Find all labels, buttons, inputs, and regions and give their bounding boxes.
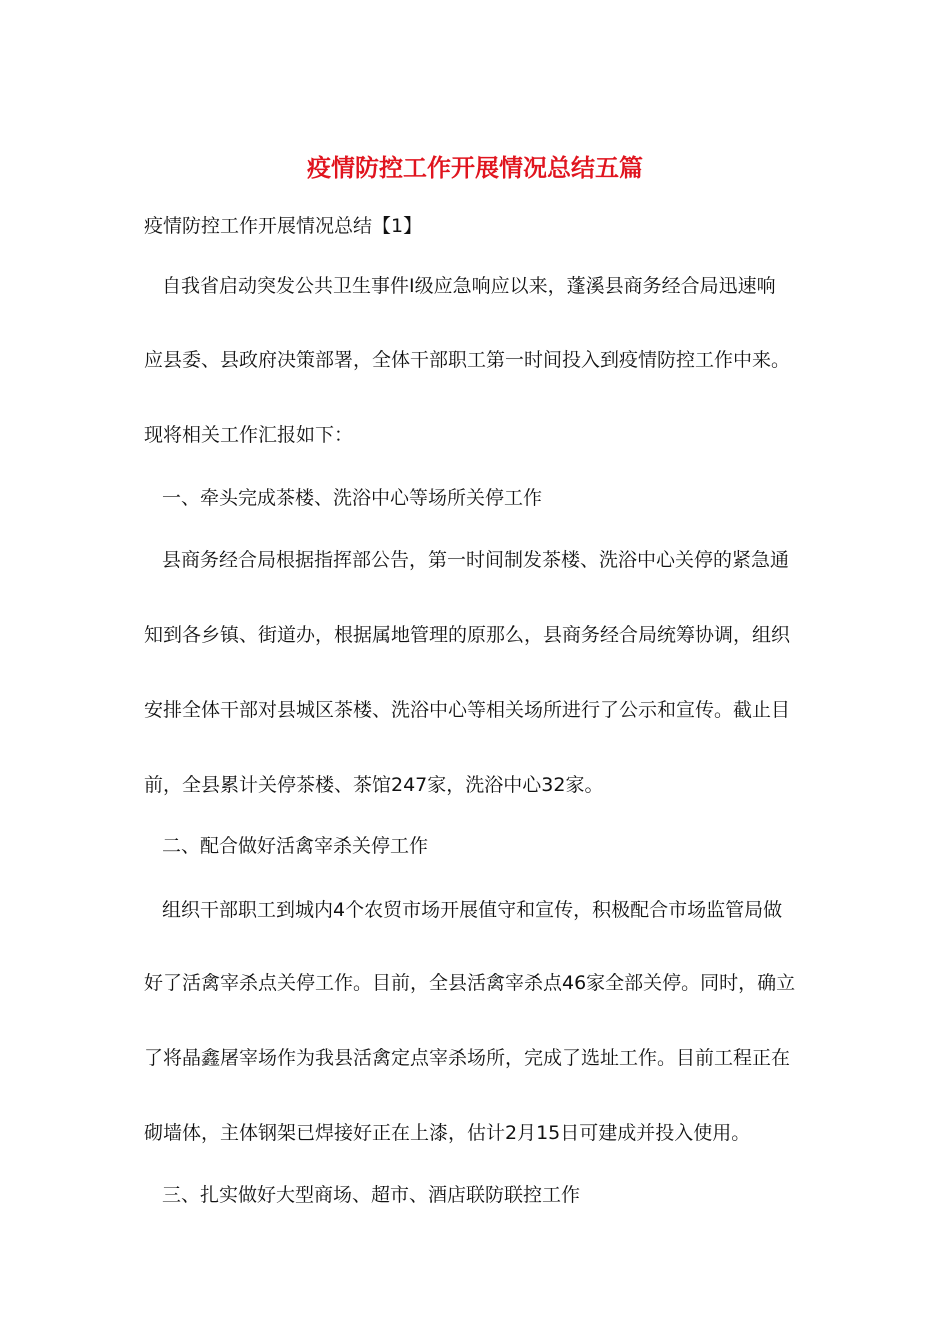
section-heading-1: 疫情防控工作开展情况总结【1】 — [144, 215, 423, 237]
paragraph-line: 安排全体干部对县城区茶楼、洗浴中心等相关场所进行了公示和宣传。截止目 — [144, 699, 791, 721]
paragraph-line: 了将晶鑫屠宰场作为我县活禽定点宰杀场所，完成了选址工作。目前工程正在 — [144, 1047, 791, 1069]
paragraph-line: 县商务经合局根据指挥部公告，第一时间制发茶楼、洗浴中心关停的紧急通 — [162, 549, 790, 571]
paragraph-line: 组织干部职工到城内4个农贸市场开展值守和宣传，积极配合市场监管局做 — [162, 899, 783, 921]
paragraph-line: 知到各乡镇、街道办，根据属地管理的原那么，县商务经合局统筹协调，组织 — [144, 624, 791, 646]
subsection-heading: 二、配合做好活禽宰杀关停工作 — [162, 835, 429, 857]
paragraph-line: 好了活禽宰杀点关停工作。目前，全县活禽宰杀点46家全部关停。同时，确立 — [144, 972, 796, 994]
subsection-heading: 三、扎实做好大型商场、超市、酒店联防联控工作 — [162, 1184, 581, 1206]
paragraph-line: 前，全县累计关停茶楼、茶馆247家，洗浴中心32家。 — [144, 774, 604, 796]
paragraph-line: 砌墙体，主体钢架已焊接好正在上漆，估计2月15日可建成并投入使用。 — [144, 1122, 751, 1144]
subsection-heading: 一、牵头完成茶楼、洗浴中心等场所关停工作 — [162, 487, 543, 509]
paragraph-line: 应县委、县政府决策部署，全体干部职工第一时间投入到疫情防控工作中来。 — [144, 349, 791, 371]
paragraph-line: 自我省启动突发公共卫生事件Ⅰ级应急响应以来，蓬溪县商务经合局迅速响 — [162, 275, 776, 297]
document-title: 疫情防控工作开展情况总结五篇 — [307, 154, 643, 182]
paragraph-line: 现将相关工作汇报如下： — [144, 424, 354, 446]
